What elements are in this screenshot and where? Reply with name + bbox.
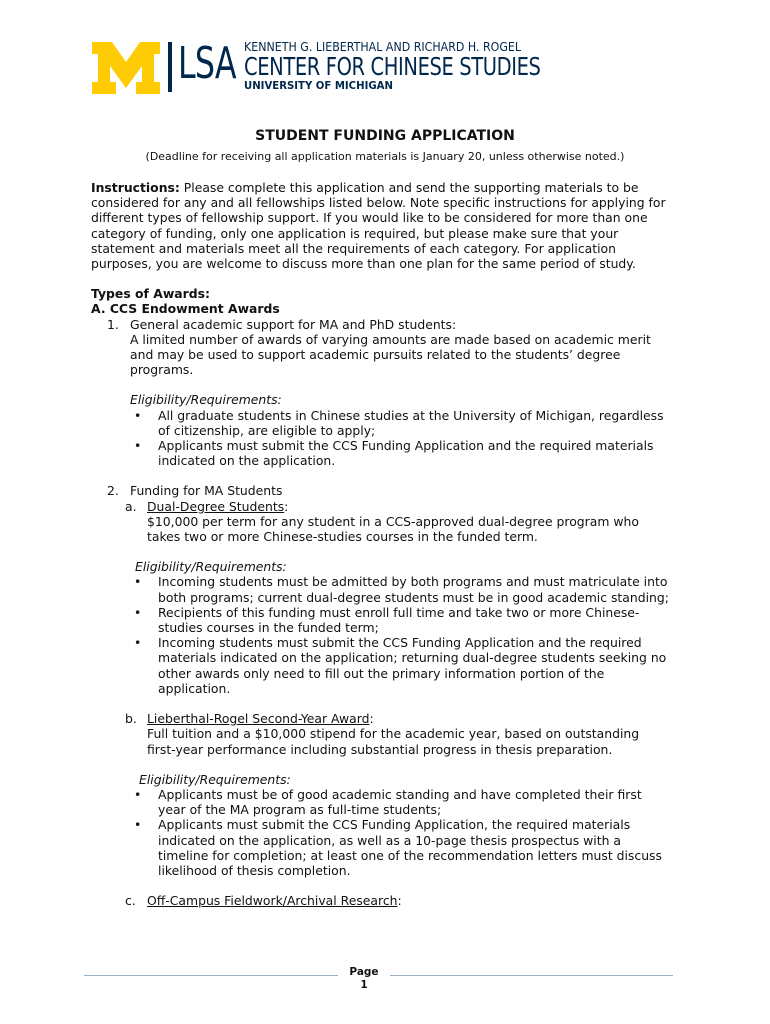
sub-item-title: Off-Campus Fieldwork/Archival Research	[147, 893, 398, 909]
eligibility-label: Eligibility/Requirements:	[135, 559, 287, 575]
sub-item	[91, 893, 691, 908]
bullet-item	[91, 817, 691, 878]
item-title: Funding for MA Students	[130, 483, 283, 499]
bullet-icon: •	[134, 574, 142, 590]
bullet-item	[91, 408, 691, 438]
logo-university: UNIVERSITY OF MICHIGAN	[244, 79, 393, 92]
sub-item-letter: b.	[125, 711, 137, 727]
bullet-line: Recipients of this funding must enroll full time and take two or more Chinese-	[158, 604, 640, 620]
bullet-icon: •	[134, 635, 142, 651]
item-title: General academic support for MA and PhD students:	[130, 316, 457, 332]
sub-item-letter: c.	[125, 893, 136, 909]
instructions-label: Instructions:	[91, 180, 180, 195]
instructions-paragraph	[91, 180, 681, 271]
colon: :	[397, 893, 402, 909]
section-a-heading: A. CCS Endowment Awards	[91, 301, 280, 317]
instructions-line: statement and materials meet all the requirements of each category. For application	[91, 240, 616, 256]
bullet-line: indicated on the application.	[158, 453, 336, 469]
item-desc-line: and may be used to support academic pursuits related to the students’ degree	[130, 347, 621, 363]
sub-item-desc-line: first-year performance including substantial progress in thesis preparation.	[147, 741, 613, 757]
page-number	[340, 966, 388, 992]
bullet-icon: •	[134, 407, 142, 423]
bullet-line: year of the MA program as full-time students;	[158, 802, 442, 818]
page-title: STUDENT FUNDING APPLICATION	[255, 128, 515, 144]
list-item	[91, 483, 691, 498]
bullet-icon: •	[134, 786, 142, 802]
bullet-line: Applicants must submit the CCS Funding Application and the required materials	[158, 438, 654, 454]
bullet-line: studies courses in the funded term;	[158, 620, 379, 636]
bullet-line: Incoming students must be admitted by both programs and must matriculate into	[158, 574, 668, 590]
bullet-line: indicated on the application, as well as a 10-page thesis prospectus with a	[158, 832, 621, 848]
bullet-item	[91, 574, 691, 604]
types-of-awards-heading: Types of Awards:	[91, 286, 210, 302]
eligibility-label: Eligibility/Requirements:	[130, 392, 282, 408]
footer-rule-right	[390, 975, 673, 976]
sub-item	[91, 499, 691, 575]
sub-item-desc-line: $10,000 per term for any student in a CCS-approved dual-degree program who	[147, 513, 639, 529]
bullet-line: timeline for completion; at least one of the recommendation letters must discuss	[158, 847, 662, 863]
list-item	[91, 317, 691, 408]
sub-item-desc-line: Full tuition and a $10,000 stipend for the academic year, based on outstanding	[147, 726, 640, 742]
bullet-line: application.	[158, 680, 231, 696]
document-body	[91, 180, 691, 908]
bullet-line: of citizenship, are eligible to apply;	[158, 422, 376, 438]
item-number: 1.	[107, 316, 119, 332]
bullet-line: both programs; current dual-degree students must be in good academic standing;	[158, 589, 669, 605]
bullet-icon: •	[134, 438, 142, 454]
bullet-line: All graduate students in Chinese studies at the University of Michigan, regardless	[158, 407, 664, 423]
bullet-item	[91, 635, 691, 696]
sub-item-title: Lieberthal-Rogel Second-Year Award	[147, 711, 370, 727]
instructions-line: category of funding, only one application is required, but please make sure that your	[91, 225, 619, 241]
block-m-logo	[92, 42, 160, 94]
footer-rule-left	[84, 975, 338, 976]
instructions-line: purposes, you are welcome to discuss more than one plan for the same period of study.	[91, 256, 636, 272]
bullet-icon: •	[134, 604, 142, 620]
bullet-line: Applicants must be of good academic standing and have completed their first	[158, 786, 642, 802]
logo-lsa: LSA	[178, 38, 236, 89]
instructions-line: considered for any and all fellowships listed below. Note specific instructions for applying for	[91, 195, 666, 211]
bullet-item	[91, 787, 691, 817]
sub-item	[91, 711, 691, 787]
page-label: Page	[349, 966, 379, 978]
sub-item-desc-line: takes two or more Chinese-studies courses in the funded term.	[147, 529, 538, 545]
bullet-item	[91, 605, 691, 635]
bullet-icon: •	[134, 817, 142, 833]
deadline-note: (Deadline for receiving all application materials is January 20, unless otherwise noted.)	[145, 150, 625, 163]
bullet-line: likelihood of thesis completion.	[158, 862, 351, 878]
colon: :	[369, 711, 374, 727]
page-number-value: 1	[360, 979, 368, 991]
instructions-line: Please complete this application and send the supporting materials to be	[179, 180, 639, 195]
logo-donor-names: KENNETH G. LIEBERTHAL AND RICHARD H. ROGEL	[244, 40, 522, 54]
bullet-line: materials indicated on the application; returning dual-degree students seeking no	[158, 650, 667, 666]
logo-divider	[168, 42, 172, 92]
colon: :	[284, 498, 289, 514]
bullet-item	[91, 438, 691, 468]
header-logo	[92, 40, 562, 96]
instructions-line: different types of fellowship support. If you would like to be considered for more than one	[91, 210, 648, 226]
bullet-line: other awards only need to fill out the primary information portion of the	[158, 665, 605, 681]
logo-center-name: CENTER FOR CHINESE STUDIES	[244, 52, 541, 81]
item-desc-line: programs.	[130, 362, 194, 378]
item-desc-line: A limited number of awards of varying amounts are made based on academic merit	[130, 331, 651, 347]
item-number: 2.	[107, 483, 119, 499]
sub-item-letter: a.	[125, 498, 137, 514]
eligibility-label: Eligibility/Requirements:	[139, 771, 291, 787]
bullet-line: Applicants must submit the CCS Funding Application, the required materials	[158, 817, 631, 833]
bullet-line: Incoming students must submit the CCS Funding Application and the required	[158, 635, 642, 651]
sub-item-title: Dual-Degree Students	[147, 498, 285, 514]
